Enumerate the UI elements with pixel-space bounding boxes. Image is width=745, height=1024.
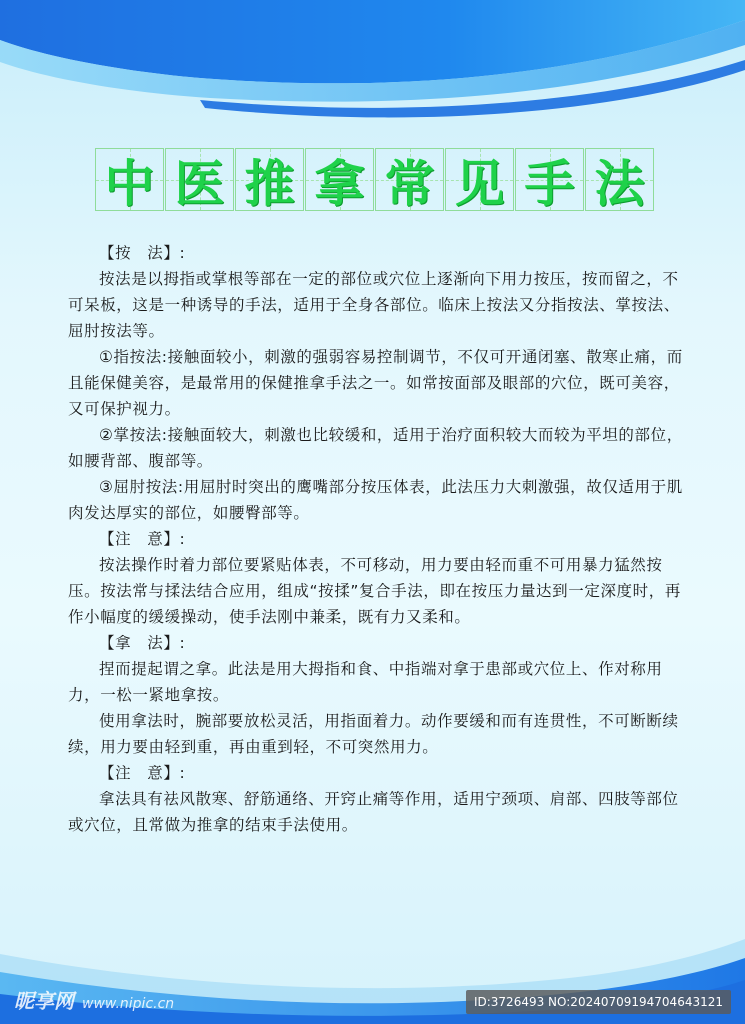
- watermark-site: www.nipic.cn: [82, 996, 175, 1012]
- title-char-cell: 推: [235, 148, 304, 211]
- section-heading: 【拿 法】:: [99, 634, 186, 652]
- title-char-cell: 中: [95, 148, 164, 211]
- title-char-cell: 拿: [305, 148, 374, 211]
- paragraph: 使用拿法时，腕部要放松灵活，用指面着力。动作要缓和而有连贯性，不可断断续续，用力要由轻到重，再由重到轻，不可突然用力。: [68, 712, 679, 756]
- paragraph: ②掌按法:接触面较大，刺激也比较缓和，适用于治疗面积较大而较为平坦的部位，如腰背部、腹部等。: [68, 426, 683, 470]
- title-char-cell: 法: [585, 148, 654, 211]
- paragraph: ①指按法:接触面较小，刺激的强弱容易控制调节，不仅可开通闭塞、散寒止痛，而且能保健美容，是最常用的保健推拿手法之一。如常按面部及眼部的穴位，既可美容，又可保护视力。: [68, 348, 683, 418]
- paragraph: 捏而提起谓之拿。此法是用大拇指和食、中指端对拿于患部或穴位上、作对称用力，一松一紧地拿按。: [68, 660, 663, 704]
- article-body: [68, 240, 686, 838]
- paragraph: 拿法具有祛风散寒、舒筋通络、开窍止痛等作用，适用宁颈项、肩部、四肢等部位或穴位，且常做为推拿的结束手法使用。: [68, 790, 679, 834]
- paragraph: 按法是以拇指或掌根等部在一定的部位或穴位上逐渐向下用力按压，按而留之，不可呆板，这是一种诱导的手法，适用于全身各部位。临床上按法又分指按法、掌按法、屈肘按法等。: [68, 270, 680, 340]
- page-title: [95, 148, 655, 211]
- title-char-cell: 常: [375, 148, 444, 211]
- section-heading: 【按 法】:: [99, 244, 186, 262]
- top-wave-decoration: [0, 0, 745, 140]
- watermark: [14, 985, 174, 1014]
- section-heading: 【注 意】:: [99, 764, 186, 782]
- watermark-brand: 昵享网: [14, 989, 74, 1013]
- title-char-cell: 见: [445, 148, 514, 211]
- title-char-cell: 医: [165, 148, 234, 211]
- paragraph: ③屈肘按法:用屈肘时突出的鹰嘴部分按压体表，此法压力大刺激强，故仅适用于肌肉发达厚实的部位，如腰臀部等。: [68, 478, 683, 522]
- paragraph: 按法操作时着力部位要紧贴体表，不可移动，用力要由轻而重不可用暴力猛然按压。按法常与揉法结合应用，组成“按揉”复合手法，即在按压力量达到一定深度时，再作小幅度的缓缓操动，使手法刚中兼柔，既有力又柔和。: [68, 556, 681, 626]
- image-id-label: ID:3726493 NO:20240709194704643121: [466, 990, 731, 1014]
- section-heading: 【注 意】:: [99, 530, 186, 548]
- title-char-cell: 手: [515, 148, 584, 211]
